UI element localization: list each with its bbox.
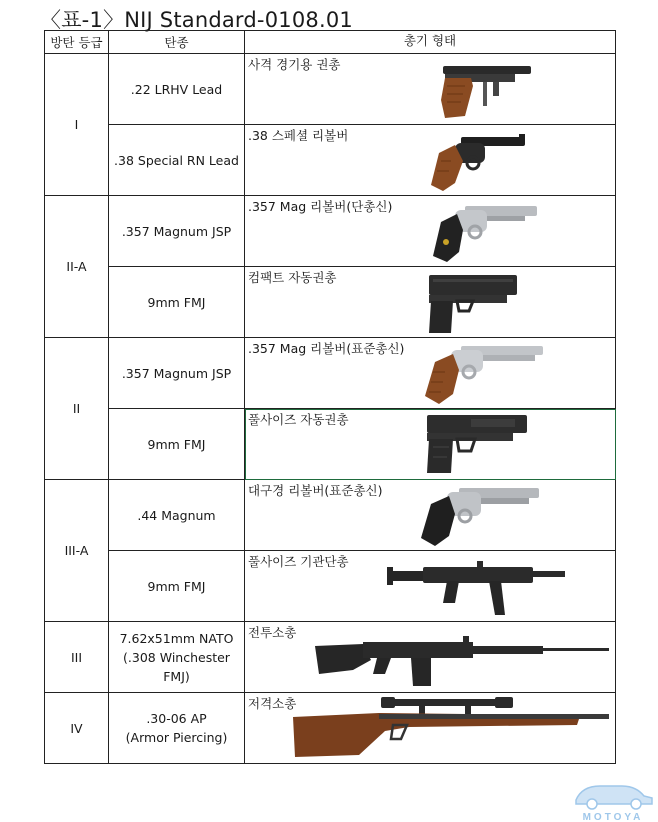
- table-row: [45, 551, 616, 622]
- weapon-label: 대구경 리볼버(표준총신): [248, 483, 383, 498]
- snub-revolver-icon: [425, 131, 535, 193]
- ammo-cell: 9mm FMJ: [109, 551, 245, 622]
- table-row: [45, 693, 616, 764]
- table-row: [45, 409, 616, 480]
- ammo-line: .30-06 AP: [146, 711, 207, 726]
- grade-cell: IV: [45, 693, 109, 764]
- header-row: [45, 31, 616, 54]
- ammo-cell: .357 Magnum JSP: [109, 196, 245, 267]
- weapon-label: 저격소총: [248, 696, 297, 711]
- compact-pistol-icon: [421, 271, 521, 337]
- weapon-cell: [245, 693, 616, 764]
- short-revolver-icon: [421, 200, 541, 264]
- nij-standard-table: [44, 30, 616, 764]
- grade-cell: III-A: [45, 480, 109, 622]
- ammo-cell: 9mm FMJ: [109, 267, 245, 338]
- grade-cell: II: [45, 338, 109, 480]
- weapon-cell: [245, 480, 616, 551]
- table-row: [45, 54, 616, 125]
- weapon-cell: [245, 622, 616, 693]
- ammo-cell: .38 Special RN Lead: [109, 125, 245, 196]
- weapon-cell: [245, 267, 616, 338]
- page-title: 〈표-1〉NIJ Standard-0108.01: [40, 8, 353, 32]
- ammo-cell: .44 Magnum: [109, 480, 245, 551]
- grade-cell: III: [45, 622, 109, 693]
- watermark-text: MOTOYA: [582, 812, 644, 822]
- weapon-cell-selected[interactable]: [245, 409, 616, 480]
- weapon-cell: [245, 54, 616, 125]
- grade-cell: II-A: [45, 196, 109, 338]
- weapon-label: .357 Mag 리볼버(단총신): [248, 199, 393, 214]
- submachine-gun-icon: [383, 557, 569, 619]
- weapon-cell: [245, 196, 616, 267]
- ammo-line: 7.62x51mm NATO: [119, 630, 234, 646]
- fullsize-pistol-icon: [421, 411, 531, 477]
- weapon-label: 풀사이즈 기관단총: [248, 554, 349, 569]
- weapon-cell: [245, 551, 616, 622]
- table-row: [45, 480, 616, 551]
- ammo-cell: .357 Magnum JSP: [109, 338, 245, 409]
- weapon-label: .38 스페셜 리볼버: [248, 128, 349, 143]
- weapon-label: 전투소총: [248, 625, 297, 640]
- table-row: [45, 338, 616, 409]
- header-grade: 방탄 등급: [45, 31, 109, 54]
- weapon-label: 사격 경기용 권총: [248, 57, 341, 72]
- large-revolver-icon: [413, 482, 543, 548]
- weapon-label: 풀사이즈 자동권총: [248, 412, 349, 427]
- ammo-cell: [109, 693, 245, 764]
- header-weapon: 총기 형태: [245, 31, 616, 54]
- grade-cell: I: [45, 54, 109, 196]
- sniper-rifle-icon: [289, 695, 613, 761]
- ammo-line: (.308 Winchester: [123, 649, 230, 665]
- ammo-cell: 9mm FMJ: [109, 409, 245, 480]
- battle-rifle-icon: [313, 630, 613, 688]
- ammo-line: FMJ): [163, 668, 190, 684]
- weapon-cell: [245, 125, 616, 196]
- table-row: [45, 267, 616, 338]
- weapon-label: .357 Mag 리볼버(표준총신): [248, 341, 405, 356]
- target-pistol-icon: [435, 60, 535, 122]
- ammo-line: (Armor Piercing): [125, 730, 228, 745]
- header-ammo: 탄종: [109, 31, 245, 54]
- weapon-cell: [245, 338, 616, 409]
- table-row: [45, 125, 616, 196]
- table-row: [45, 196, 616, 267]
- weapon-label: 컴팩트 자동권총: [248, 270, 337, 285]
- motoya-logo: [570, 778, 656, 822]
- ammo-cell: [109, 622, 245, 693]
- long-revolver-icon: [417, 340, 547, 406]
- table-row: [45, 622, 616, 693]
- ammo-cell: .22 LRHV Lead: [109, 54, 245, 125]
